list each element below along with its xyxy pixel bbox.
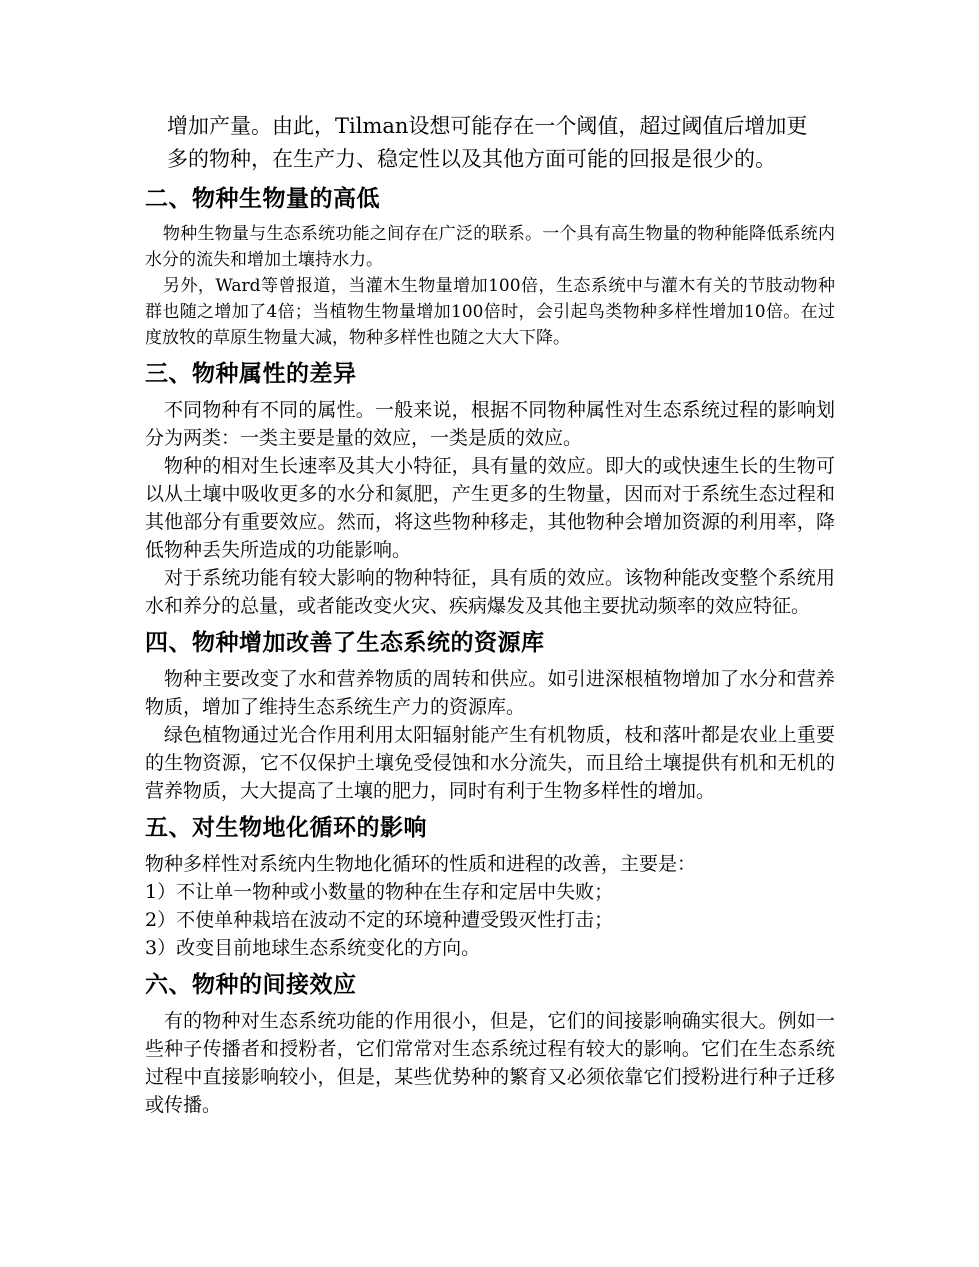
paragraph: 不同物种有不同的属性。一般来说，根据不同物种属性对生态系统过程的影响划分为两类：一类主要是量的效应，一类是质的效应。	[145, 399, 835, 449]
section-heading: 六、物种的间接效应	[145, 972, 357, 998]
section-heading: 五、对生物地化循环的影响	[145, 815, 427, 841]
paragraph: 物种多样性对系统内生物地化循环的性质和进程的改善，主要是：	[145, 853, 697, 875]
paragraph: 绿色植物通过光合作用利用太阳辐射能产生有机物质，枝和落叶都是农业上重要的生物资源，它不仅保护土壤免受侵蚀和水分流失，而且给土壤提供有机和无机的营养物质，大大提高了土壤的肥力，同时有利于生物多样性的增加。	[145, 724, 835, 802]
paragraph: 物种的相对生长速率及其大小特征，具有量的效应。即大的或快速生长的生物可以从土壤中吸收更多的水分和氮肥，产生更多的生物量，因而对于系统生态过程和其他部分有重要效应。然而，将这些物种移走，其他物种会增加资源的利用率，降低物种丢失所造成的功能影响。	[145, 455, 835, 561]
section-attributes	[145, 358, 835, 620]
intro-line: 多的物种，在生产力、稳定性以及其他方面可能的回报是很少的。	[167, 147, 776, 171]
list-item: 2）不使单种栽培在波动不定的环境种遭受毁灭性打击；	[145, 909, 614, 931]
document-page	[145, 110, 835, 1119]
paragraph: 物种主要改变了水和营养物质的周转和供应。如引进深根植物增加了水分和营养物质，增加了维持生态系统生产力的资源库。	[145, 668, 835, 718]
section-heading: 三、物种属性的差异	[145, 361, 357, 387]
section-heading: 四、物种增加改善了生态系统的资源库	[145, 630, 545, 656]
paragraph: 物种生物量与生态系统功能之间存在广泛的联系。一个具有高生物量的物种能降低系统内水分的流失和增加土壤持水力。	[145, 224, 835, 270]
list-item: 1）不让单一物种或小数量的物种在生存和定居中失败；	[145, 881, 614, 903]
section-heading: 二、物种生物量的高低	[145, 186, 380, 212]
list-item: 3）改变目前地球生态系统变化的方向。	[145, 937, 481, 959]
paragraph: 对于系统功能有较大影响的物种特征，具有质的效应。该物种能改变整个系统用水和养分的总量，或者能改变火灾、疾病爆发及其他主要扰动频率的效应特征。	[145, 567, 835, 617]
section-biomass	[145, 183, 835, 351]
intro-paragraph	[145, 110, 835, 176]
section-indirect-effects	[145, 969, 835, 1119]
section-biogeochemical-cycle	[145, 812, 835, 962]
paragraph: 另外，Ward等曾报道，当灌木生物量增加100倍，生态系统中与灌木有关的节肢动物种群也随之增加了4倍；当植物生物量增加100倍时，会引起鸟类物种多样性增加10倍。在过度放牧的草原生物量大减，物种多样性也随之大大下降。	[145, 276, 835, 348]
intro-line: 增加产量。由此，Tilman设想可能存在一个阈值，超过阈值后增加更	[167, 114, 808, 138]
section-resource-pool	[145, 627, 835, 805]
paragraph: 有的物种对生态系统功能的作用很小，但是，它们的间接影响确实很大。例如一些种子传播者和授粉者，它们常常对生态系统过程有较大的影响。它们在生态系统过程中直接影响较小，但是，某些优势种的繁育又必须依靠它们授粉进行种子迁移或传播。	[145, 1010, 835, 1116]
